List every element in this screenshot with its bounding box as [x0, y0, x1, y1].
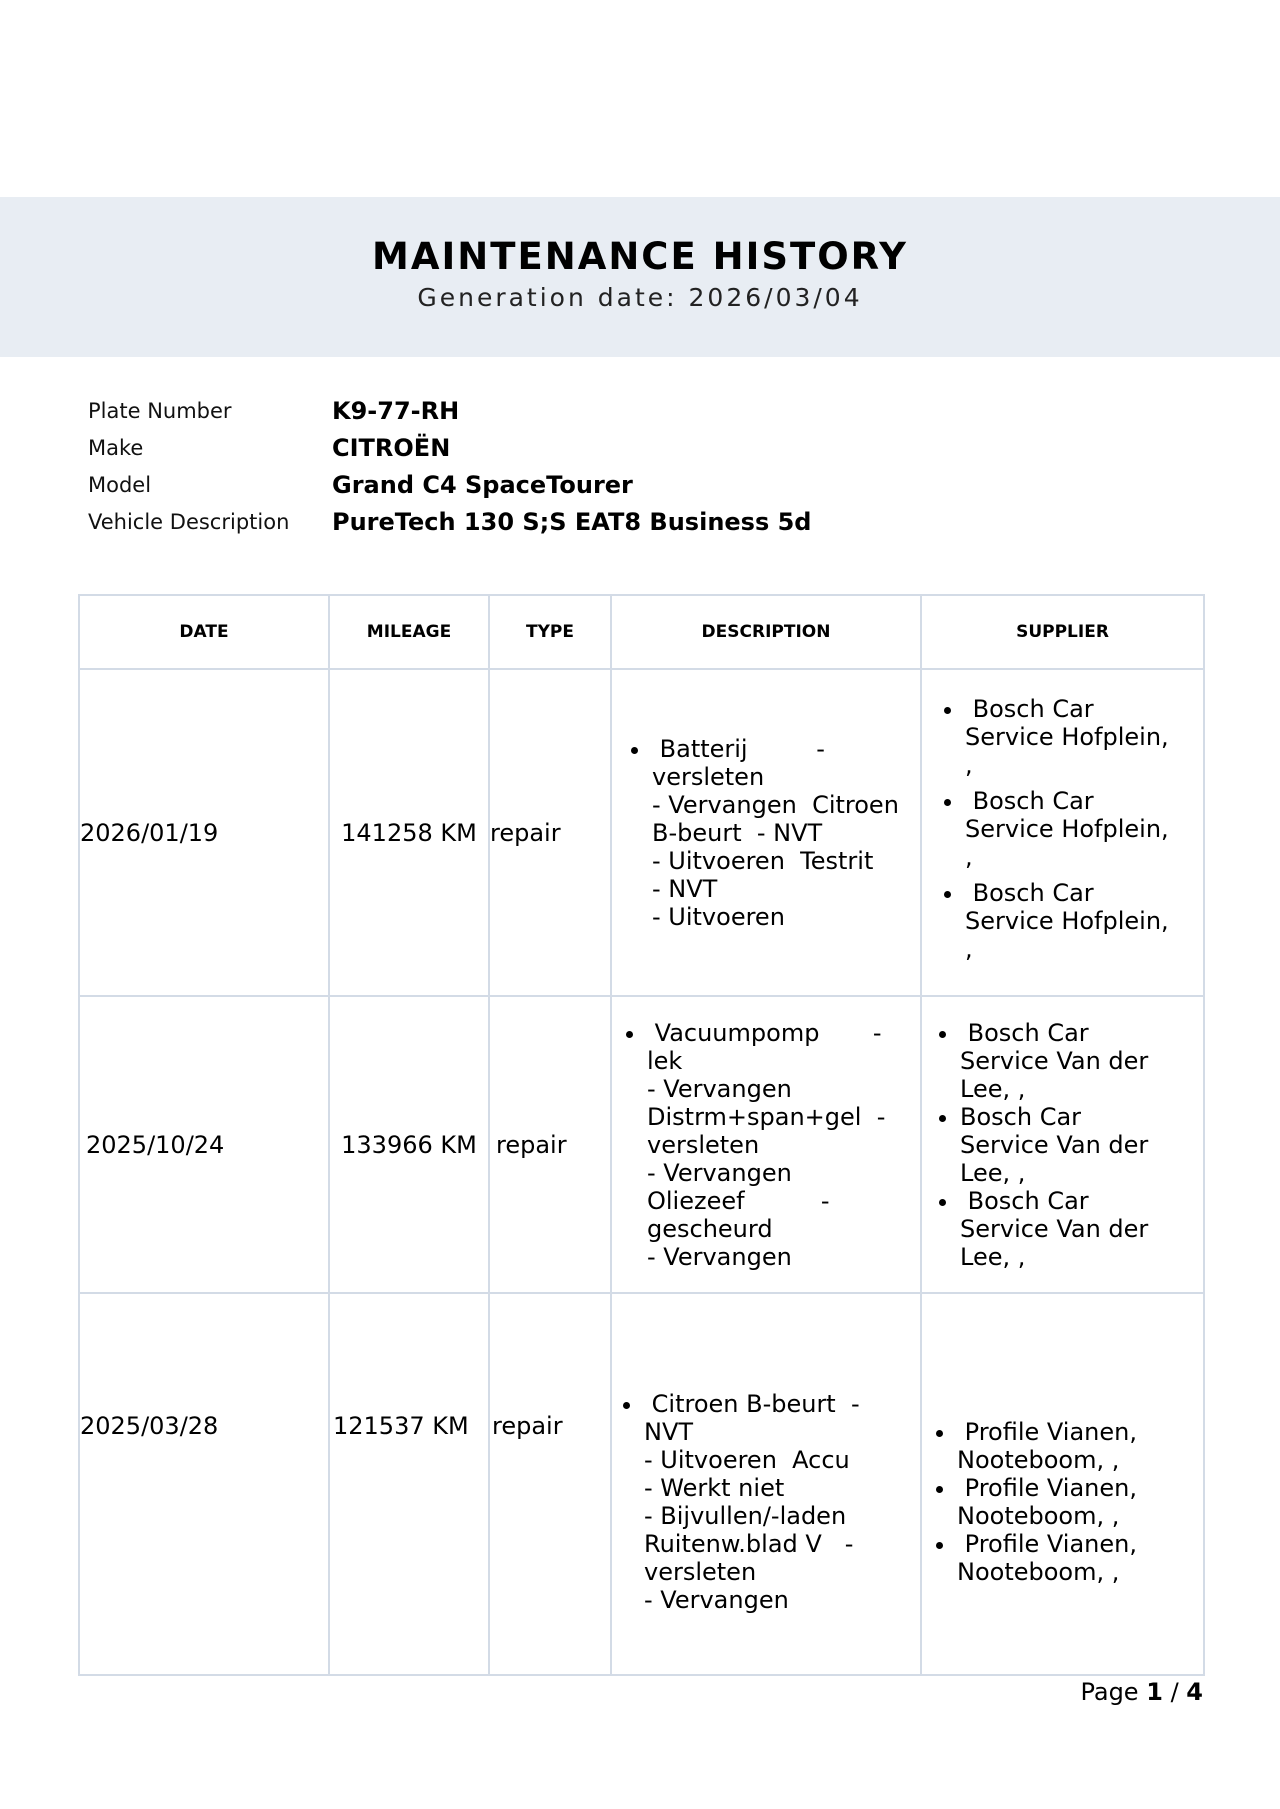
table-row: [79, 1293, 1204, 1675]
page-total: 4: [1186, 1678, 1203, 1706]
column-header-description: DESCRIPTION: [611, 595, 921, 669]
column-header-date: DATE: [79, 595, 329, 669]
page-label: Page: [1080, 1678, 1139, 1706]
supplier-item: • Bosch Car Service Hofplein, ,: [965, 695, 1203, 779]
date-cell: 2025/10/24: [79, 996, 329, 1293]
page-current: 1: [1146, 1678, 1163, 1706]
supplier-item: • Bosch Car Service Van der Lee, ,: [960, 1187, 1203, 1271]
generation-date-value: 2026/03/04: [688, 283, 863, 312]
supplier-item: • Bosch Car Service Van der Lee, ,: [960, 1019, 1203, 1103]
type-cell: repair: [489, 669, 611, 996]
supplier-item: • Profile Vianen, Nooteboom, ,: [957, 1530, 1203, 1586]
generation-label: Generation date:: [417, 283, 678, 312]
mileage-cell: 121537 KM: [329, 1293, 489, 1675]
mileage-cell: 141258 KM: [329, 669, 489, 996]
vehicle-description-label: Vehicle Description: [88, 510, 290, 534]
type-cell: repair: [489, 996, 611, 1293]
description-item: • Batterij - versleten - Vervangen Citroen B-beurt - NVT - Uitvoeren Testrit - NVT - Uitvoeren: [652, 735, 920, 931]
header-banner: [0, 197, 1280, 357]
date-cell: 2026/01/19: [79, 669, 329, 996]
column-header-supplier: SUPPLIER: [921, 595, 1204, 669]
plate-number-label: Plate Number: [88, 399, 232, 423]
supplier-cell: [921, 1293, 1204, 1675]
type-cell: repair: [489, 1293, 611, 1675]
supplier-item: • Profile Vianen, Nooteboom, ,: [957, 1418, 1203, 1474]
make-label: Make: [88, 436, 144, 460]
mileage-cell: 133966 KM: [329, 996, 489, 1293]
page-title: MAINTENANCE HISTORY: [372, 235, 908, 278]
supplier-item: • Bosch Car Service Van der Lee, ,: [960, 1103, 1203, 1187]
plate-number-value: K9-77-RH: [332, 397, 460, 425]
date-cell: 2025/03/28: [79, 1293, 329, 1675]
supplier-item: • Bosch Car Service Hofplein, ,: [965, 879, 1203, 963]
description-cell: [611, 996, 921, 1293]
vehicle-description-value: PureTech 130 S;S EAT8 Business 5d: [332, 508, 812, 536]
table-header-row: [79, 595, 1204, 669]
generation-date: [0, 283, 1280, 312]
description-cell: [611, 669, 921, 996]
page-separator: /: [1170, 1678, 1179, 1706]
page-indicator: [1080, 1678, 1203, 1706]
model-value: Grand C4 SpaceTourer: [332, 471, 633, 499]
table-row: [79, 669, 1204, 996]
column-header-mileage: MILEAGE: [329, 595, 489, 669]
table-row: [79, 996, 1204, 1293]
supplier-cell: [921, 996, 1204, 1293]
description-cell: [611, 1293, 921, 1675]
make-value: CITROËN: [332, 434, 451, 462]
maintenance-table: [78, 594, 1205, 1676]
supplier-item: • Profile Vianen, Nooteboom, ,: [957, 1474, 1203, 1530]
column-header-type: TYPE: [489, 595, 611, 669]
description-item: • Citroen B-beurt - NVT - Uitvoeren Accu - Werkt niet - Bijvullen/-laden Ruitenw.blad V - versleten - Vervangen: [644, 1390, 920, 1614]
model-label: Model: [88, 473, 152, 497]
supplier-cell: [921, 669, 1204, 996]
description-item: • Vacuumpomp - lek - Vervangen Distrm+span+gel - versleten - Vervangen Oliezeef - gescheurd - Vervangen: [647, 1019, 920, 1271]
supplier-item: • Bosch Car Service Hofplein, ,: [965, 787, 1203, 871]
